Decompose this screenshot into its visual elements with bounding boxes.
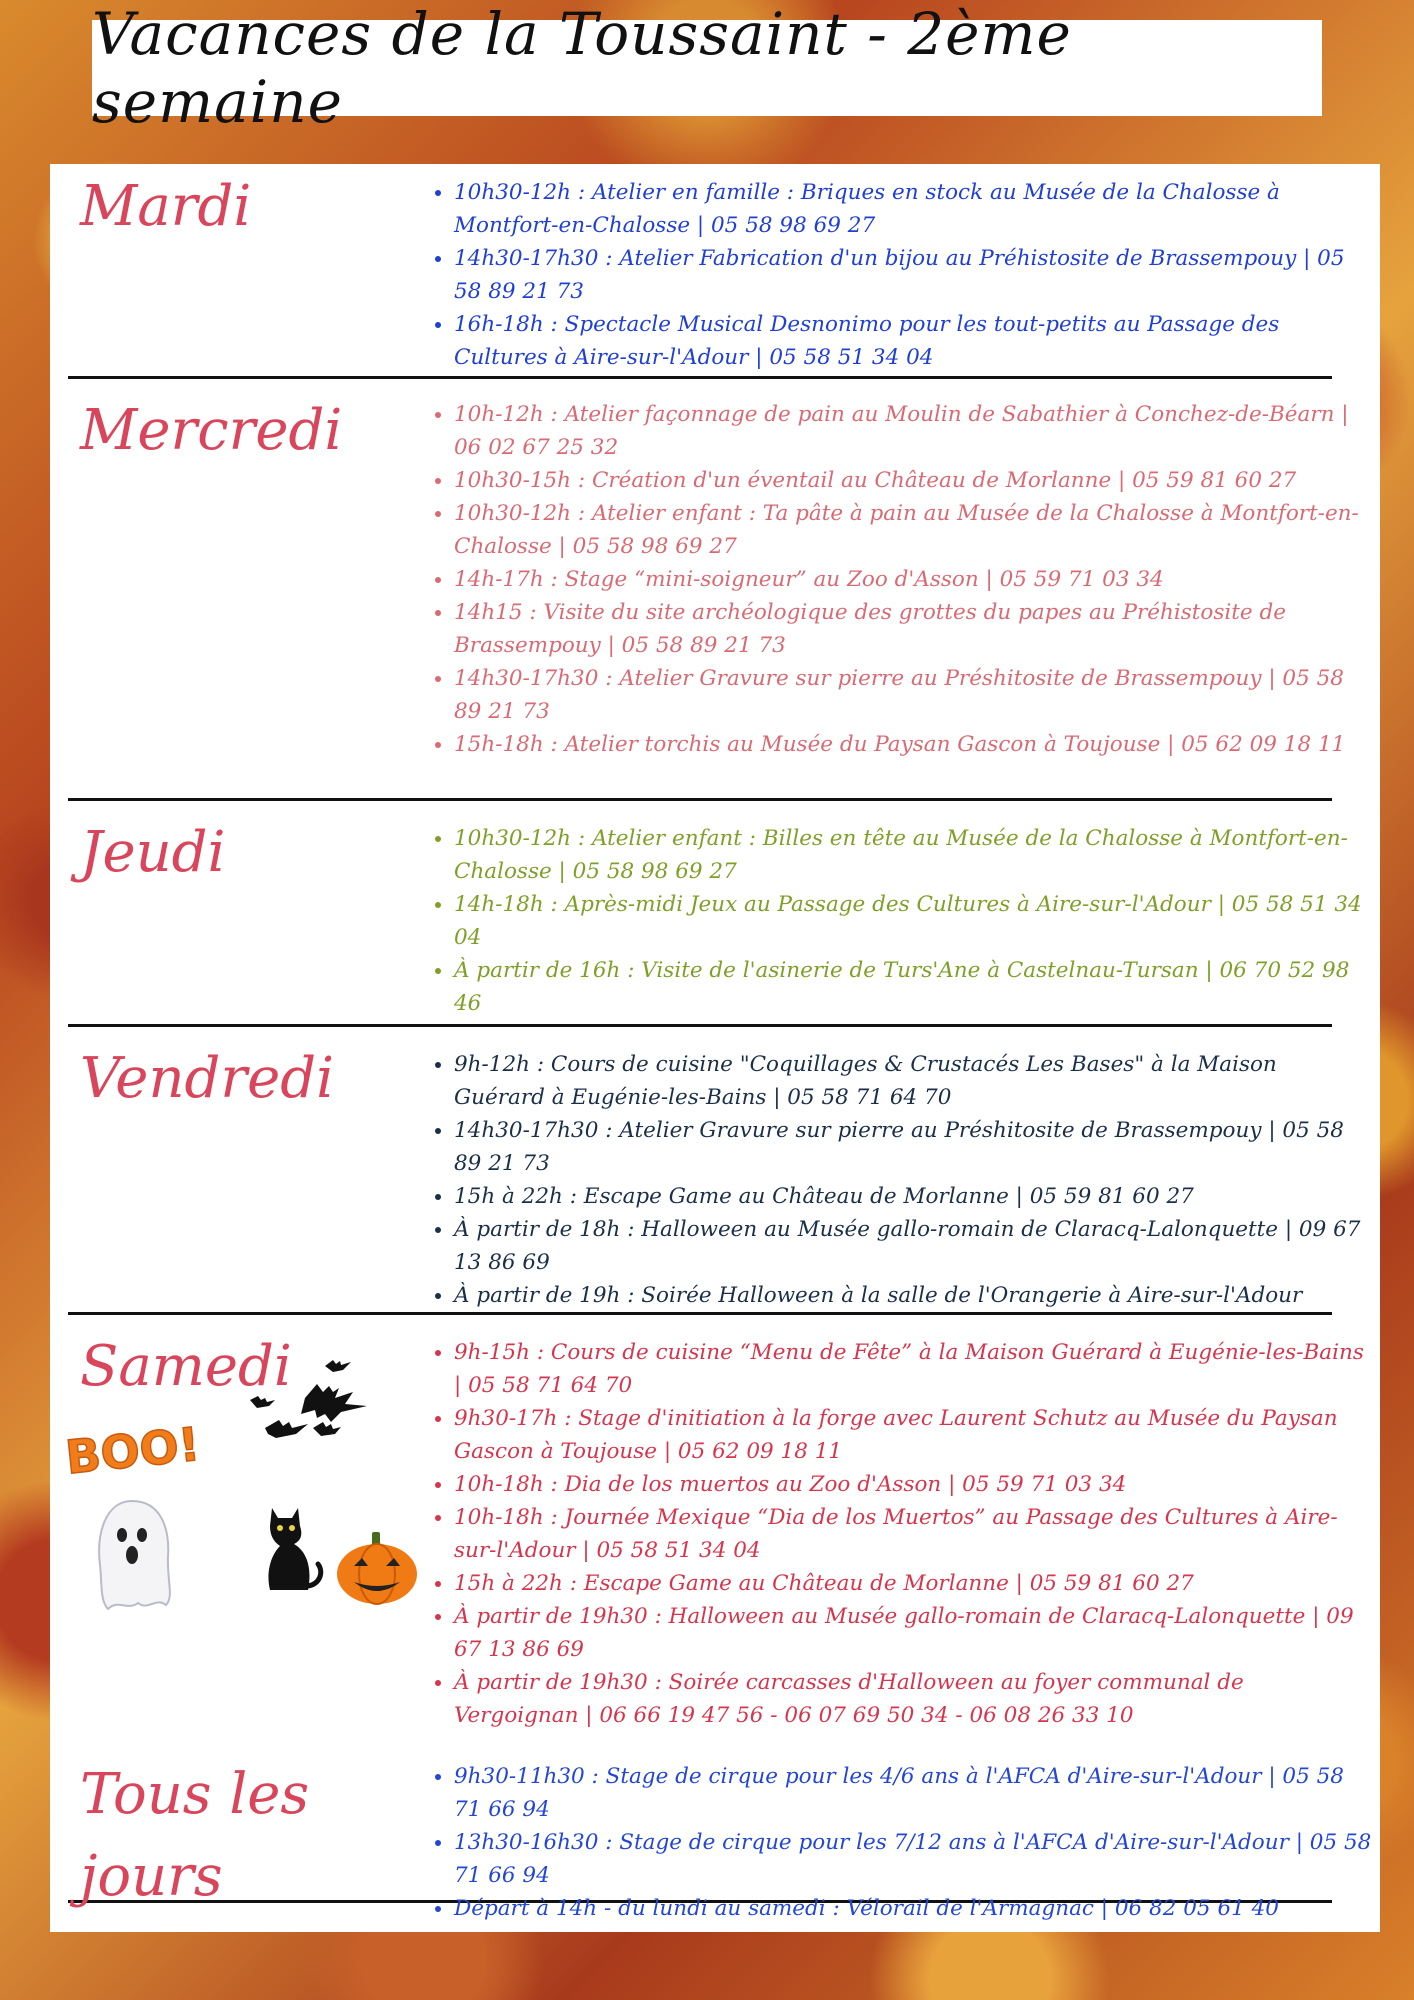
day-title-mardi: Mardi: [80, 174, 252, 239]
event-item: • 14h30-17h30 : Atelier Fabrication d'un bijou au Préhistosite de Brassempouy | 05 58 89 21 73: [454, 242, 1374, 308]
event-item: • 10h30-12h : Atelier en famille : Briques en stock au Musée de la Chalosse à Montfort-en-Chalosse | 05 58 98 69 27: [454, 176, 1374, 242]
svg-text:BOO!: BOO!: [63, 1416, 203, 1485]
event-item: • 13h30-16h30 : Stage de cirque pour les 7/12 ans à l'AFCA d'Aire-sur-l'Adour | 05 58 71 66 94: [454, 1826, 1374, 1892]
day-title-mercredi: Mercredi: [80, 398, 343, 463]
section-vendredi: [70, 1040, 1361, 1314]
bats-icon: [245, 1358, 395, 1468]
event-list-mardi: [432, 176, 1374, 374]
event-item: • À partir de 19h : Soirée Halloween à la salle de l'Orangerie à Aire-sur-l'Adour: [454, 1279, 1374, 1312]
event-item: • 10h-18h : Dia de los muertos au Zoo d'Asson | 05 59 71 03 34: [454, 1468, 1374, 1501]
event-list-vendredi: [432, 1048, 1374, 1312]
day-title-jeudi: Jeudi: [80, 820, 226, 885]
black-cat-icon: [258, 1498, 328, 1598]
day-title-samedi: Samedi: [80, 1334, 292, 1399]
event-item: • 10h-18h : Journée Mexique “Dia de los Muertos” au Passage des Cultures à Aire-sur-l'Adour | 05 58 51 34 04: [454, 1501, 1374, 1567]
day-title-vendredi: Vendredi: [80, 1046, 335, 1111]
event-item: • 9h30-17h : Stage d'initiation à la forge avec Laurent Schutz au Musée du Paysan Gascon à Toujouse | 05 62 09 18 11: [454, 1402, 1374, 1468]
section-tous-les-jours-content: [70, 1752, 1372, 1932]
page-title: Vacances de la Toussaint - 2ème semaine: [92, 0, 1072, 136]
title-banner: [92, 0, 1322, 136]
schedule-panel: [50, 164, 1380, 1932]
event-item: • À partir de 18h : Halloween au Musée gallo-romain de Claracq-Lalonquette | 09 67 13 86 69: [454, 1213, 1374, 1279]
event-item: • 14h-18h : Après-midi Jeux au Passage des Cultures à Aire-sur-l'Adour | 05 58 51 34 04: [454, 888, 1374, 954]
event-item: • 15h à 22h : Escape Game au Château de Morlanne | 05 59 81 60 27: [454, 1567, 1374, 1600]
pumpkin-icon: [332, 1528, 422, 1608]
event-item: • À partir de 19h30 : Halloween au Musée gallo-romain de Claracq-Lalonquette | 09 67 13 86 69: [454, 1600, 1374, 1666]
event-item: • 10h-12h : Atelier façonnage de pain au Moulin de Sabathier à Conchez-de-Béarn | 06 02 67 25 32: [454, 398, 1374, 464]
event-list-mercredi: [432, 398, 1374, 761]
section-jeudi: [70, 814, 1362, 1024]
event-item: • 15h à 22h : Escape Game au Château de Morlanne | 05 59 81 60 27: [454, 1180, 1374, 1213]
event-list-samedi: [432, 1336, 1374, 1732]
event-item: • 10h30-15h : Création d'un éventail au Château de Morlanne | 05 59 81 60 27: [454, 464, 1374, 497]
event-item: • 9h-15h : Cours de cuisine “Menu de Fête” à la Maison Guérard à Eugénie-les-Bains | 05 58 71 64 70: [454, 1336, 1374, 1402]
event-item: • Départ à 14h - du lundi au samedi : Vélorail de l'Armagnac | 06 82 05 61 40: [454, 1892, 1374, 1925]
event-item: • 15h-18h : Atelier torchis au Musée du Paysan Gascon à Toujouse | 05 62 09 18 11: [454, 728, 1374, 761]
event-item: • À partir de 16h : Visite de l'asinerie de Turs'Ane à Castelnau-Tursan | 06 70 52 98 46: [454, 954, 1374, 1020]
event-list-jeudi: [432, 822, 1374, 1020]
day-title-tous-les-jours: Tous les jours: [80, 1762, 310, 1909]
section-divider: [68, 798, 1332, 801]
section-divider: [68, 376, 1332, 379]
event-item: • 9h-12h : Cours de cuisine "Coquillages & Crustacés Les Bases" à la Maison Guérard à Eugénie-les-Bains | 05 58 71 64 70: [454, 1048, 1374, 1114]
section-divider: [68, 1024, 1332, 1027]
event-item: • 14h15 : Visite du site archéologique des grottes du papes au Préhistosite de Brassempouy | 05 58 89 21 73: [454, 596, 1374, 662]
event-item: • 16h-18h : Spectacle Musical Desnonimo pour les tout-petits au Passage des Cultures à Aire-sur-l'Adour | 05 58 51 34 04: [454, 308, 1374, 374]
boo-text-icon: [60, 1416, 210, 1486]
event-item: • 10h30-12h : Atelier enfant : Billes en tête au Musée de la Chalosse à Montfort-en-Chalosse | 05 58 98 69 27: [454, 822, 1374, 888]
event-item: • 9h30-11h30 : Stage de cirque pour les 4/6 ans à l'AFCA d'Aire-sur-l'Adour | 05 58 71 66 94: [454, 1760, 1374, 1826]
event-item: • À partir de 19h30 : Soirée carcasses d'Halloween au foyer communal de Vergoignan | 06 66 19 47 56 - 06 07 69 50 34 - 06 08 26 33 10: [454, 1666, 1374, 1732]
ghost-icon: [82, 1493, 182, 1618]
event-list-tous-les-jours: [432, 1760, 1374, 1925]
event-item: • 10h30-12h : Atelier enfant : Ta pâte à pain au Musée de la Chalosse à Montfort-en-Chalosse | 05 58 98 69 27: [454, 497, 1374, 563]
section-mercredi: [70, 390, 1359, 800]
event-item: • 14h30-17h30 : Atelier Gravure sur pierre au Préshitosite de Brassempouy | 05 58 89 21 73: [454, 1114, 1374, 1180]
section-divider: [68, 1312, 1332, 1315]
event-item: • 14h30-17h30 : Atelier Gravure sur pierre au Préshitosite de Brassempouy | 05 58 89 21 73: [454, 662, 1374, 728]
event-item: • 14h-17h : Stage “mini-soigneur” au Zoo d'Asson | 05 59 71 03 34: [454, 563, 1374, 596]
section-mardi: [70, 168, 1345, 378]
